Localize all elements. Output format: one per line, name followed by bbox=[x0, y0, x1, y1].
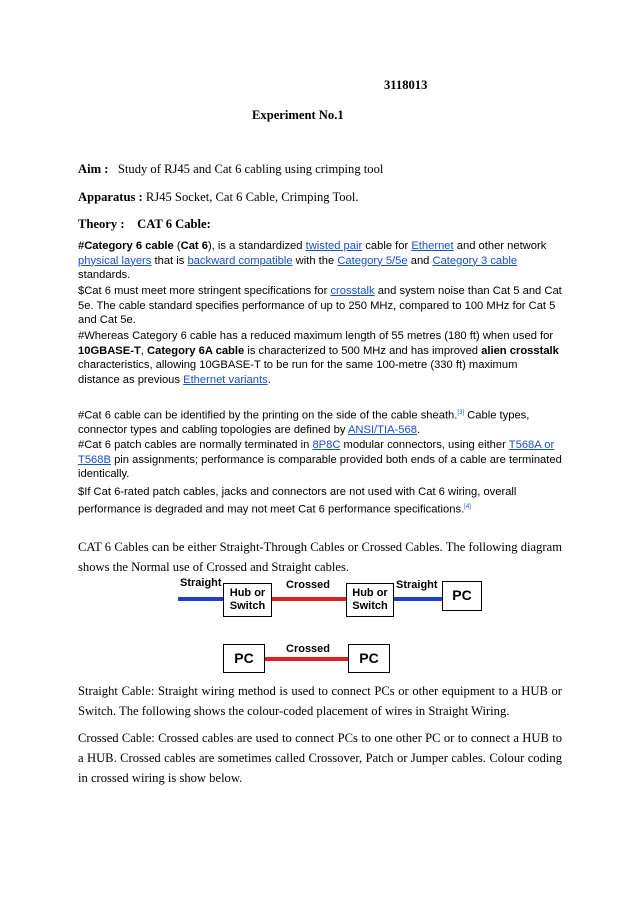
crossed-label-top: Crossed bbox=[286, 579, 331, 591]
p1-text: with the bbox=[292, 254, 338, 267]
p1-text: standards. bbox=[78, 269, 131, 282]
p3-text: #Whereas Category 6 cable has a reduced maximum length of 55 metres (180 ft) when used for bbox=[78, 330, 554, 342]
aim-label: Aim : bbox=[78, 162, 109, 176]
straight-label-right: Straight bbox=[396, 579, 438, 591]
roll-number: 3118013 bbox=[384, 78, 428, 92]
paragraph-identification bbox=[78, 406, 562, 438]
p3-text: , bbox=[140, 344, 148, 357]
p4-text: Cable types, connector types and cabling topologies are defined by bbox=[78, 409, 530, 437]
theory-label: Theory : bbox=[78, 217, 125, 231]
crossed-wire-bottom bbox=[265, 657, 348, 661]
link-physical-layers[interactable]: physical layers bbox=[78, 254, 152, 267]
pc-box-bottom-right: PC bbox=[348, 644, 390, 673]
p1-text: that is bbox=[151, 254, 188, 267]
straight-wire-right bbox=[394, 597, 442, 601]
p1-term-short: Cat 6 bbox=[180, 240, 208, 252]
p2-text: $Cat 6 must meet more stringent specifications for bbox=[78, 285, 331, 297]
crossed-label-bottom: Crossed bbox=[286, 643, 331, 655]
p1-text: cable for bbox=[362, 240, 412, 252]
paragraph-category-6a bbox=[78, 329, 562, 387]
link-ethernet-variants[interactable]: Ethernet variants bbox=[183, 373, 268, 386]
p5-text: #Cat 6 patch cables are normally terminated in bbox=[78, 439, 313, 451]
link-t568a-t568b[interactable]: T568A or T568B bbox=[78, 439, 555, 466]
link-ethernet[interactable]: Ethernet bbox=[411, 240, 454, 252]
link-twisted-pair[interactable]: twisted pair bbox=[305, 240, 363, 252]
link-backward-compatible[interactable]: backward compatible bbox=[187, 254, 293, 267]
hub-switch-box-right bbox=[346, 583, 394, 617]
paragraph-patch-cables bbox=[78, 438, 562, 482]
p1-text: ), is a standardized bbox=[207, 240, 306, 252]
straight-wire-left bbox=[178, 597, 223, 601]
link-crosstalk[interactable]: crosstalk bbox=[330, 285, 375, 297]
experiment-title: Experiment No.1 bbox=[252, 108, 344, 122]
cable-diagram bbox=[172, 574, 492, 682]
aim-line bbox=[78, 162, 383, 177]
paragraph-cat6-definition bbox=[78, 239, 562, 283]
hub-switch-box-left bbox=[223, 583, 272, 617]
apparatus-label: Apparatus : bbox=[78, 190, 143, 204]
apparatus-text: RJ45 Socket, Cat 6 Cable, Crimping Tool. bbox=[145, 190, 359, 204]
paragraph-performance bbox=[78, 485, 562, 517]
p6-text: $If Cat 6-rated patch cables, jacks and connectors are not used with Cat 6 wiring, overall performance is degraded and may not meet Cat 6 performance specifications. bbox=[78, 486, 517, 516]
hub-label-line2: Switch bbox=[229, 600, 266, 612]
p3-bold: alien crosstalk bbox=[481, 344, 559, 357]
aim-text: Study of RJ45 and Cat 6 cabling using crimping tool bbox=[117, 162, 384, 176]
link-category-3-cable[interactable]: Category 3 cable bbox=[432, 254, 518, 267]
hub-label-line1: Hub or bbox=[352, 587, 388, 599]
link-8p8c[interactable]: 8P8C bbox=[312, 439, 341, 451]
p1-text: and other network bbox=[453, 240, 547, 252]
p4-text: #Cat 6 cable can be identified by the printing on the side of the cable sheath. bbox=[78, 409, 458, 422]
link-category-5-5e[interactable]: Category 5/5e bbox=[337, 254, 408, 267]
p4-text: . bbox=[416, 424, 421, 437]
p3-text: . bbox=[267, 373, 271, 386]
crossed-wire-top bbox=[272, 597, 346, 601]
p1-text: and bbox=[407, 254, 433, 267]
p3-bold: 10GBASE-T bbox=[78, 344, 141, 357]
straight-cable-text: Straight Cable: Straight wiring method is used to connect PCs or other equipment to a HUB or Switch. The following shows the colour-coded placement of wires in Straight Wiring. bbox=[78, 684, 562, 718]
p2-text: and system noise than Cat 5 and Cat 5e. The cable standard specifies performance of up to 250 MHz, compared to 100 MHz for Cat 5 and Cat 5e. bbox=[78, 285, 562, 327]
crossed-cable-text: Crossed Cable: Crossed cables are used to connect PCs to one other PC or to connect a HUB to a HUB. Crossed cables are sometimes called Crossover, Patch or Jumper cables. Colour coding in crossed wiring is show below. bbox=[78, 731, 562, 785]
cable-types-intro: CAT 6 Cables can be either Straight-Through Cables or Crossed Cables. The following diagram shows the Normal use of Crossed and Straight cables. bbox=[78, 540, 562, 574]
reference-3[interactable]: [3] bbox=[457, 410, 465, 416]
hub-label-line1: Hub or bbox=[229, 587, 266, 599]
pc-box-top-right: PC bbox=[442, 581, 482, 611]
pc-box-bottom-left: PC bbox=[223, 644, 265, 673]
p1-text: ( bbox=[173, 240, 181, 252]
p5-text: pin assignments; performance is comparable provided both ends of a cable are terminated identically. bbox=[78, 453, 562, 481]
p1-term: #Category 6 cable bbox=[78, 240, 174, 252]
apparatus-line bbox=[78, 190, 359, 205]
theory-heading: CAT 6 Cable: bbox=[137, 217, 211, 231]
p3-text: characteristics, allowing 10GBASE-T to be run for the same 100-metre (330 ft) maximum distance as previous bbox=[78, 359, 518, 386]
paragraph-crosstalk bbox=[78, 284, 562, 328]
reference-4[interactable]: [4] bbox=[464, 503, 471, 510]
p3-text: is characterized to 500 MHz and has improved bbox=[244, 344, 482, 357]
link-ansi-tia-568[interactable]: ANSI/TIA-568 bbox=[347, 424, 417, 437]
p5-text: modular connectors, using either bbox=[340, 439, 509, 451]
p3-bold: Category 6A cable bbox=[147, 344, 245, 357]
straight-label-left: Straight bbox=[180, 577, 222, 589]
hub-label-line2: Switch bbox=[352, 600, 388, 612]
theory-line bbox=[78, 217, 211, 232]
